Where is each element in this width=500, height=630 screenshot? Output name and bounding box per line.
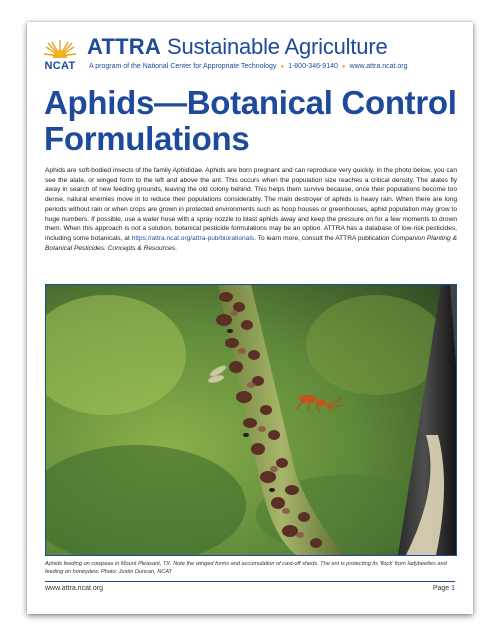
photo-caption: Aphids feeding on cowpeas in Mount Pleasant, TX. Note the winged forms and accumulation of cast-off sheds. The ant is protecting its 'flock' from ladybeetles and feeding on honeydew. Photo: Justin Duncan, NCAT — [45, 561, 447, 575]
aphid-photo — [45, 284, 457, 556]
ncat-logo — [41, 38, 79, 76]
page-title: Aphids—Botanical Control Formulations — [44, 84, 457, 157]
tagline-text: A program of the National Center for Appropriate Technology — [89, 63, 277, 70]
photo-illustration — [46, 285, 456, 555]
page-number: Page 1 — [432, 585, 455, 592]
document-page — [27, 22, 473, 614]
body-paragraph — [45, 166, 457, 253]
bullet-icon: ● — [280, 64, 285, 70]
tagline — [89, 63, 407, 70]
phone-number: 1-800-346-9140 — [288, 63, 338, 70]
body-text-2: . To learn more, consult the ATTRA publication — [254, 234, 392, 242]
footer-website: www.attra.ncat.org — [45, 585, 103, 592]
brand-title — [87, 34, 387, 60]
body-text-3: . — [175, 244, 177, 252]
body-text-1: Aphids are soft-bodied insects of the family Aphididae. Aphids are born pregnant and can reproduce very quickly. In the photo below, you can see the alate, or winged form to the left and above the ant. This occurs when the population size reaches a critical density. The alates fly away in search of new feeding grounds, leaving the old colony behind. This helps them survive because, once their populations become too dense, natural enemies move in to reduce their populations considerably. The main destroyer of aphids is heavy rain. When there are long periods without rain or when crops are grown in protected environments such as hoop houses or greenhouses, aphid population may grow to huge numbers. If possible, use a water hose with a spray nozzle to blast aphids away and keep the pressure on for a few moments to drown them. When this approach is not a solution, botanical pesticide formulations may be an option. ATTRA has a database of low-risk pesticides, including some botanicals, at — [45, 167, 457, 242]
biorationals-link[interactable]: https://attra.ncat.org/attra-pub/biorationals — [131, 234, 255, 242]
header-website: www.attra.ncat.org — [349, 63, 408, 70]
brand-rest: Sustainable Agriculture — [167, 34, 388, 59]
logo-text: NCAT — [44, 60, 76, 72]
sun-icon — [43, 38, 77, 58]
brand-bold: ATTRA — [87, 34, 161, 59]
footer-divider — [45, 581, 455, 582]
publication-title: Companion Planting & Botanical Pesticides: Concepts & Resources — [45, 234, 457, 252]
bullet-icon: ● — [341, 64, 346, 70]
